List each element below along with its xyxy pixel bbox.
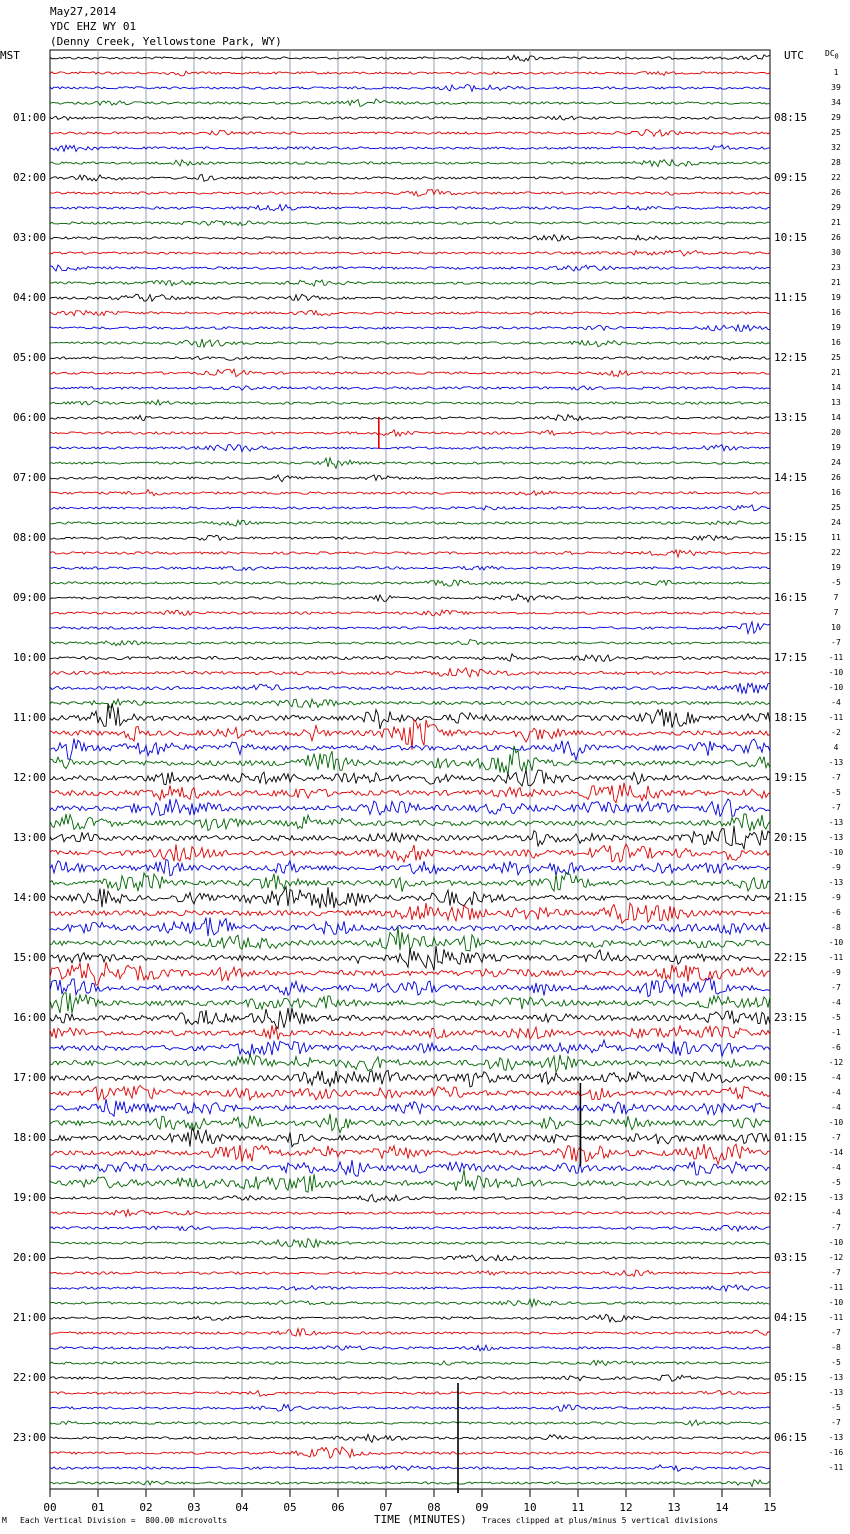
left-hour-label: 21:00 (13, 1311, 47, 1324)
right-timezone-label: UTC (784, 49, 804, 62)
x-tick-label: 10 (523, 1501, 537, 1514)
trace-line (50, 1099, 770, 1116)
trace-line (50, 739, 770, 761)
trace-line (50, 1375, 770, 1381)
dc-offset-value: -5 (831, 1358, 841, 1367)
trace-line (50, 903, 770, 924)
dc-offset-value: -8 (831, 923, 841, 932)
dc-offset-value: -1 (831, 1028, 841, 1037)
dc-offset-value: 4 (833, 743, 839, 752)
trace-line (50, 1210, 770, 1217)
trace-line (50, 566, 770, 570)
dc-offset-value: -4 (831, 998, 841, 1007)
dc-offset-value: -11 (828, 1283, 844, 1292)
dc-offset-value: -13 (828, 1373, 844, 1382)
trace-line (50, 704, 770, 729)
trace-line (50, 639, 770, 645)
trace-line (50, 1128, 770, 1147)
dc-offset-value: 16 (831, 308, 841, 317)
dc-offset-value: -14 (828, 1148, 844, 1157)
left-hour-label: 02:00 (13, 171, 47, 184)
dc-offset-value: -7 (831, 1133, 841, 1142)
left-hour-label: 01:00 (13, 111, 47, 124)
dc-offset-value: 25 (831, 353, 841, 362)
trace-line (50, 978, 770, 997)
right-hour-label: 14:15 (774, 471, 808, 484)
dc-offset-value: 14 (831, 413, 841, 422)
trace-line (50, 1040, 770, 1057)
left-hour-label: 07:00 (13, 471, 47, 484)
dc-offset-value: 7 (833, 608, 839, 617)
dc-offset-value: -11 (828, 653, 844, 662)
right-hour-label: 11:15 (774, 291, 808, 304)
trace-line (50, 1160, 770, 1176)
right-hour-label: 03:15 (774, 1251, 808, 1264)
left-hour-label: 18:00 (13, 1131, 47, 1144)
trace-line (50, 610, 770, 616)
dc-offset-value: -13 (828, 758, 844, 767)
trace-line (50, 174, 770, 181)
station-code: YDC EHZ WY 01 (50, 20, 137, 33)
dc-offset-value: -6 (831, 908, 841, 917)
trace-line (50, 844, 770, 862)
dc-offset-value: -10 (828, 683, 844, 692)
trace-line (50, 1085, 770, 1100)
dc-offset-value: 21 (831, 218, 841, 227)
x-tick-label: 13 (667, 1501, 681, 1514)
trace-line (50, 1420, 770, 1426)
dc-offset-value: -7 (831, 983, 841, 992)
dc-offset-value: 23 (831, 263, 841, 272)
right-hour-label: 08:15 (774, 111, 808, 124)
left-hour-label: 23:00 (13, 1431, 47, 1444)
dc-offset-value: 29 (831, 113, 841, 122)
dc-offset-value: -13 (828, 1433, 844, 1442)
dc-offset-value: -5 (831, 788, 841, 797)
trace-line (50, 550, 770, 557)
dc-offset-header: $DC_0$ (825, 49, 839, 61)
trace-line (50, 826, 770, 849)
x-tick-label: 09 (475, 1501, 489, 1514)
trace-line (50, 1025, 770, 1039)
dc-offset-value: -13 (828, 833, 844, 842)
dc-offset-value: 7 (833, 593, 839, 602)
right-hour-label: 21:15 (774, 891, 808, 904)
dc-offset-value: 28 (831, 158, 841, 167)
dc-offset-value: 26 (831, 473, 841, 482)
dc-offset-value: -12 (828, 1058, 844, 1067)
trace-line (50, 1144, 770, 1164)
dc-offset-value: -7 (831, 773, 841, 782)
dc-offset-value: -2 (831, 728, 841, 737)
dc-offset-value: 16 (831, 338, 841, 347)
dc-offset-value: 22 (831, 548, 841, 557)
trace-line (50, 927, 770, 951)
trace-line (50, 783, 770, 803)
trace-line (50, 490, 770, 496)
trace-line (50, 189, 770, 196)
left-hour-label: 10:00 (13, 651, 47, 664)
left-hour-label: 08:00 (13, 531, 47, 544)
right-hour-label: 17:15 (774, 651, 808, 664)
dc-offset-value: 11 (831, 533, 841, 542)
dc-offset-value: -4 (831, 1103, 841, 1112)
trace-line (50, 1314, 770, 1322)
dc-offset-value: -5 (831, 1403, 841, 1412)
dc-offset-value: 19 (831, 323, 841, 332)
trace-line (50, 1299, 770, 1307)
left-hour-label: 03:00 (13, 231, 47, 244)
left-hour-label: 17:00 (13, 1071, 47, 1084)
right-hour-label: 13:15 (774, 411, 808, 424)
trace-line (50, 445, 770, 452)
trace-line (50, 250, 770, 256)
dc-offset-value: -13 (828, 818, 844, 827)
dc-offset-value: -10 (828, 1118, 844, 1127)
trace-line (50, 520, 770, 526)
trace-line (50, 85, 770, 92)
right-hour-label: 16:15 (774, 591, 808, 604)
trace-line (50, 160, 770, 167)
trace-line (50, 55, 770, 62)
clip-note: Traces clipped at plus/minus 5 vertical divisions (482, 1516, 719, 1525)
right-hour-label: 22:15 (774, 951, 808, 964)
trace-line (50, 699, 770, 708)
right-hour-label: 09:15 (774, 171, 808, 184)
dc-offset-value: 22 (831, 173, 841, 182)
station-location: (Denny Creek, Yellowstone Park, WY) (50, 35, 282, 48)
trace-line (50, 683, 770, 694)
dc-offset-value: 10 (831, 623, 841, 632)
dc-offset-value: -11 (828, 713, 844, 722)
plot-date: May27,2014 (50, 5, 117, 18)
right-hour-label: 04:15 (774, 1311, 808, 1324)
dc-offset-value: 16 (831, 488, 841, 497)
right-hour-label: 19:15 (774, 771, 808, 784)
trace-line (50, 1404, 770, 1411)
trace-line (50, 145, 770, 152)
trace-line (50, 654, 770, 661)
trace-line (50, 1345, 770, 1351)
left-hour-label: 16:00 (13, 1011, 47, 1024)
left-hour-label: 04:00 (13, 291, 47, 304)
x-tick-label: 14 (715, 1501, 729, 1514)
trace-line (50, 386, 770, 391)
dc-offset-value: 21 (831, 278, 841, 287)
dc-offset-value: -4 (831, 1208, 841, 1217)
dc-offset-value: -7 (831, 1328, 841, 1337)
right-hour-label: 10:15 (774, 231, 808, 244)
dc-offset-value: -4 (831, 1163, 841, 1172)
dc-offset-value: -9 (831, 863, 841, 872)
scale-note: Each Vertical Division = 800.00 microvolts (20, 1516, 228, 1525)
right-hour-label: 00:15 (774, 1071, 808, 1084)
left-hour-label: 19:00 (13, 1191, 47, 1204)
dc-offset-value: -13 (828, 1193, 844, 1202)
x-tick-label: 02 (139, 1501, 153, 1514)
trace-line (50, 458, 770, 469)
trace-line (50, 535, 770, 540)
dc-offset-value: 34 (831, 98, 841, 107)
trace-line (50, 221, 770, 226)
trace-line (50, 116, 770, 121)
trace-line (50, 505, 770, 511)
dc-offset-value: -11 (828, 1463, 844, 1472)
left-hour-label: 15:00 (13, 951, 47, 964)
x-tick-label: 05 (283, 1501, 297, 1514)
x-tick-label: 04 (235, 1501, 249, 1514)
dc-offset-value: -5 (831, 1013, 841, 1022)
dc-offset-value: -13 (828, 1388, 844, 1397)
trace-line (50, 1447, 770, 1458)
dc-offset-value: -10 (828, 848, 844, 857)
dc-offset-value: -9 (831, 968, 841, 977)
dc-offset-value: 32 (831, 143, 841, 152)
right-hour-label: 05:15 (774, 1371, 808, 1384)
left-hour-label: 12:00 (13, 771, 47, 784)
trace-line (50, 1239, 770, 1248)
trace-line (50, 873, 770, 892)
trace-line (50, 1285, 770, 1291)
dc-offset-value: -10 (828, 1238, 844, 1247)
left-hour-label: 05:00 (13, 351, 47, 364)
dc-offset-value: 25 (831, 503, 841, 512)
dc-offset-value: -7 (831, 1223, 841, 1232)
trace-line (50, 400, 770, 405)
trace-line (50, 1114, 770, 1133)
trace-line (50, 1360, 770, 1365)
trace-line (50, 265, 770, 271)
left-hour-label: 22:00 (13, 1371, 47, 1384)
trace-line (50, 1195, 770, 1202)
x-tick-label: 00 (43, 1501, 57, 1514)
trace-line (50, 594, 770, 602)
right-hour-label: 15:15 (774, 531, 808, 544)
dc-offset-value: 20 (831, 428, 841, 437)
trace-line (50, 1055, 770, 1073)
right-hour-label: 02:15 (774, 1191, 808, 1204)
dc-offset-value: 26 (831, 233, 841, 242)
dc-offset-value: -4 (831, 698, 841, 707)
trace-line (50, 720, 770, 750)
trace-line (50, 668, 770, 677)
trace-line (50, 130, 770, 137)
dc-offset-value: 13 (831, 398, 841, 407)
footer-mark: M (2, 1516, 7, 1525)
left-timezone-label: MST (0, 49, 20, 62)
right-hour-label: 06:15 (774, 1431, 808, 1444)
trace-line (50, 205, 770, 211)
trace-line (50, 799, 770, 816)
dc-offset-value: -8 (831, 1343, 841, 1352)
trace-line (50, 1434, 770, 1442)
trace-line (50, 1071, 770, 1087)
dc-offset-value: -10 (828, 938, 844, 947)
trace-line (50, 1270, 770, 1277)
trace-line (50, 311, 770, 316)
trace-line (50, 430, 770, 436)
trace-line (50, 1480, 770, 1487)
right-hour-label: 20:15 (774, 831, 808, 844)
trace-line (50, 1170, 770, 1193)
trace-line (50, 580, 770, 586)
dc-offset-value: -11 (828, 953, 844, 962)
x-tick-label: 15 (763, 1501, 777, 1514)
trace-line (50, 622, 770, 634)
trace-line (50, 475, 770, 482)
dc-offset-value: -9 (831, 893, 841, 902)
trace-line (50, 946, 770, 971)
dc-offset-value: 14 (831, 383, 841, 392)
trace-line (50, 887, 770, 909)
dc-offset-value: -10 (828, 668, 844, 677)
x-axis-label: TIME (MINUTES) (374, 1513, 467, 1526)
dc-offset-value: 29 (831, 203, 841, 212)
dc-offset-value: -4 (831, 1088, 841, 1097)
trace-line (50, 99, 770, 107)
dc-offset-value: -4 (831, 1073, 841, 1082)
x-tick-label: 12 (619, 1501, 633, 1514)
trace-line (50, 859, 770, 876)
trace-line (50, 1329, 770, 1336)
trace-line (50, 814, 770, 831)
dc-offset-value: 26 (831, 188, 841, 197)
right-hour-label: 23:15 (774, 1011, 808, 1024)
right-hour-label: 01:15 (774, 1131, 808, 1144)
trace-line (50, 1255, 770, 1261)
dc-offset-value: -7 (831, 1418, 841, 1427)
x-tick-label: 08 (427, 1501, 441, 1514)
left-hour-label: 14:00 (13, 891, 47, 904)
dc-offset-value: -7 (831, 638, 841, 647)
dc-offset-value: 24 (831, 518, 841, 527)
trace-line (50, 415, 770, 421)
left-hour-label: 20:00 (13, 1251, 47, 1264)
dc-offset-value: 24 (831, 458, 841, 467)
dc-offset-value: 1 (833, 68, 839, 77)
dc-offset-value: -11 (828, 1313, 844, 1322)
x-tick-label: 07 (379, 1501, 393, 1514)
dc-offset-value: -12 (828, 1253, 844, 1262)
dc-offset-value: 19 (831, 563, 841, 572)
trace-line (50, 1008, 770, 1029)
dc-offset-value: 19 (831, 293, 841, 302)
x-tick-label: 11 (571, 1501, 585, 1514)
right-hour-label: 18:15 (774, 711, 808, 724)
dc-offset-value: -13 (828, 878, 844, 887)
trace-line (50, 369, 770, 377)
trace-line (50, 325, 770, 332)
dc-offset-value: -5 (831, 578, 841, 587)
dc-offset-value: 39 (831, 83, 841, 92)
right-hour-label: 12:15 (774, 351, 808, 364)
trace-line (50, 235, 770, 241)
trace-line (50, 1465, 770, 1472)
dc-offset-value: -16 (828, 1448, 844, 1457)
trace-line (50, 294, 770, 301)
dc-offset-value: 30 (831, 248, 841, 257)
trace-line (50, 962, 770, 985)
dc-offset-value: -6 (831, 1043, 841, 1052)
trace-line (50, 280, 770, 286)
x-tick-label: 03 (187, 1501, 201, 1514)
x-tick-label: 06 (331, 1501, 345, 1514)
dc-offset-value: 19 (831, 443, 841, 452)
dc-offset-value: 25 (831, 128, 841, 137)
trace-line (50, 339, 770, 347)
trace-line (50, 1391, 770, 1397)
trace-line (50, 1225, 770, 1231)
dc-offset-value: -10 (828, 1298, 844, 1307)
trace-line (50, 993, 770, 1013)
dc-offset-value: -7 (831, 803, 841, 812)
dc-offset-value: 21 (831, 368, 841, 377)
left-hour-label: 06:00 (13, 411, 47, 424)
dc-offset-value: -7 (831, 1268, 841, 1277)
left-hour-label: 11:00 (13, 711, 47, 724)
trace-line (50, 770, 770, 786)
x-tick-label: 01 (91, 1501, 105, 1514)
left-hour-label: 09:00 (13, 591, 47, 604)
trace-line (50, 356, 770, 360)
dc-offset-value: -5 (831, 1178, 841, 1187)
left-hour-label: 13:00 (13, 831, 47, 844)
trace-line (50, 71, 770, 76)
